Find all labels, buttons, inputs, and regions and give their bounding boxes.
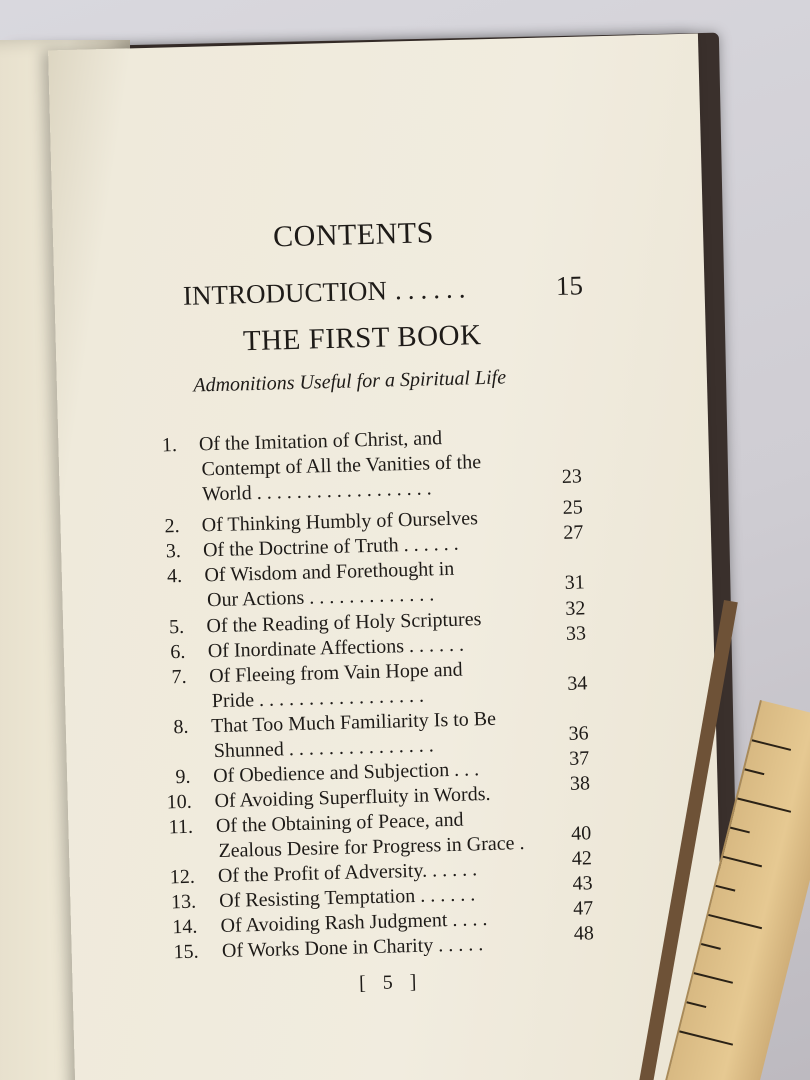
toc-entry-line: World . . . . . . . . . . . . . . . . . . [201, 477, 432, 506]
toc-entry-line: Of Works Done in Charity . . . . . [221, 933, 484, 963]
toc-entry-number: 1. [161, 434, 178, 457]
toc-entry-number: 8. [173, 715, 189, 739]
introduction-entry [183, 270, 584, 311]
toc-entry-line: Our Actions . . . . . . . . . . . . . [206, 583, 435, 612]
toc-entry-line: Of Resisting Temptation . . . . . . [218, 883, 476, 913]
toc-entry-line: Of the Profit of Adversity. . . . . . [217, 858, 478, 888]
toc-entry-page: 33 [565, 622, 587, 645]
toc-entry-page: 32 [565, 597, 586, 620]
toc-entry-page: 31 [564, 571, 585, 594]
contents-title: CONTENTS [272, 216, 435, 254]
toc-entry-number: 11. [168, 815, 194, 839]
toc-entry-page: 47 [572, 897, 594, 920]
introduction-page: 15 [555, 270, 584, 302]
toc-entry-line: That Too Much Familiarity Is to Be [210, 707, 497, 738]
introduction-label: INTRODUCTION [182, 275, 388, 311]
toc-entry-number: 4. [166, 564, 183, 588]
toc-entry-line: Contempt of All the Vanities of the [201, 451, 482, 481]
toc-entry-line: Of Avoiding Superfluity in Words. [214, 782, 491, 813]
toc-entry-page: 42 [571, 847, 593, 870]
toc-entry-page: 38 [569, 772, 591, 795]
toc-entry-line: Zealous Desire for Progress in Grace . [218, 832, 525, 863]
toc-entry-line: Of Thinking Humbly of Ourselves [201, 507, 479, 537]
page-folio: [ 5 ] [358, 970, 423, 995]
toc-entry-line: Of Wisdom and Forethought in [204, 557, 455, 587]
toc-entry-page: 48 [573, 922, 595, 945]
book-title: THE FIRST BOOK [242, 319, 482, 358]
toc-entry-line: Of Inordinate Affections . . . . . . [207, 633, 465, 663]
introduction-dots: ...... [394, 273, 472, 306]
toc-entry-page: 27 [563, 521, 584, 544]
toc-entry-line: Of the Imitation of Christ, and [198, 427, 443, 456]
toc-entry-line: Shunned . . . . . . . . . . . . . . . [213, 734, 435, 763]
toc-entry-page: 43 [572, 872, 593, 895]
toc-entry-page: 23 [561, 465, 583, 488]
toc-entry-number: 2. [164, 514, 180, 538]
toc-entry-line: Of Avoiding Rash Judgment . . . . [220, 908, 488, 938]
toc-entry-page: 40 [570, 822, 592, 845]
toc-entry-line: Of Fleeing from Vain Hope and [208, 658, 463, 688]
toc-entry-number: 9. [175, 765, 191, 789]
toc-entry-page: 25 [562, 496, 583, 519]
toc-entry-line: Of Obedience and Subjection . . . [212, 758, 480, 788]
toc-entry-number: 3. [165, 539, 182, 563]
toc-entry-number: 12. [169, 865, 196, 889]
toc-entry-number: 15. [173, 940, 199, 964]
toc-entry-number: 7. [171, 665, 187, 689]
toc-entry-line: Of the Doctrine of Truth . . . . . . [202, 532, 459, 562]
toc-entry-line: Of the Reading of Holy Scriptures [206, 608, 482, 638]
toc-entry-page: 36 [568, 722, 589, 745]
toc-entry-page: 37 [568, 747, 590, 770]
toc-entry-page: 34 [567, 672, 588, 695]
toc-entry-number: 10. [166, 790, 192, 814]
toc-entry-number: 14. [172, 915, 198, 939]
toc-entry-number: 5. [168, 615, 185, 639]
toc-entry-number: 6. [170, 640, 186, 664]
book-subtitle: Admonitions Useful for a Spiritual Life [193, 366, 507, 397]
toc-entry-line: Pride . . . . . . . . . . . . . . . . . [211, 684, 425, 713]
toc-entry-number: 13. [170, 890, 197, 914]
toc-entry-line: Of the Obtaining of Peace, and [215, 808, 464, 838]
